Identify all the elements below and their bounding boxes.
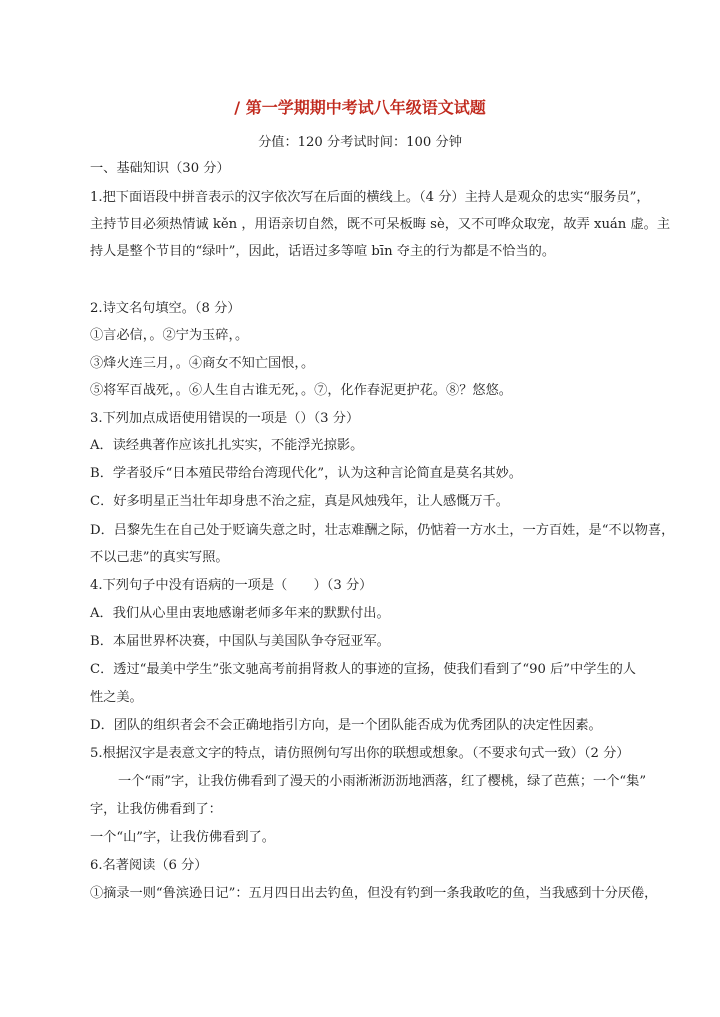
question-4-option-d: D．团队的组织者会不会正确地指引方向，是一个团队能否成为优秀团队的决定性因素。: [90, 718, 602, 733]
question-5-prompt: 一个“山”字，让我仿佛看到了。: [90, 830, 275, 845]
question-3-option-d-cont: 不以己悲”的真实写照。: [90, 550, 229, 565]
page-subtitle: 分值：120 分考试时间：100 分钟: [258, 135, 462, 150]
question-1-line-3: 持人是整个节目的“绿叶”，因此，话语过多等喧 bīn 夺主的行为都是不恰当的。: [90, 244, 556, 259]
question-5-example-cont: 字，让我仿佛看到了：: [90, 802, 222, 817]
question-6-line-1: ①摘录一则“鲁滨逊日记”：五月四日出去钓鱼，但没有钓到一条我敢吃的鱼，当我感到十分厌倦，: [90, 886, 658, 901]
question-4-option-c-cont: 性之美。: [90, 690, 143, 705]
question-4-option-c: C．透过“最美中学生”张文驰高考前捐肾救人的事迹的宣扬，使我们看到了“90 后”中学生的人: [90, 662, 636, 677]
question-2-line-1: ①言必信，。②宁为玉碎，。: [90, 328, 249, 343]
question-3-option-b: B．学者驳斥“日本殖民带给台湾现代化”，认为这种言论简直是莫名其妙。: [90, 466, 522, 481]
question-5-example: 一个“雨”字，让我仿佛看到了漫天的小雨淅淅沥沥地洒落，红了樱桃，绿了芭蕉；一个“集”: [118, 774, 647, 789]
section-heading: 一、基础知识（30 分）: [90, 161, 230, 176]
page-title: / 第一学期期中考试八年级语文试题: [234, 98, 486, 117]
question-4-option-a: A．我们从心里由衷地感谢老师多年来的默默付出。: [90, 606, 390, 621]
question-2-line-3: ⑤将军百战死，。⑥人生自古谁无死，。⑦，化作春泥更护花。⑧？悠悠。: [90, 383, 512, 398]
question-4-option-b: B．本届世界杯决赛，中国队与美国队争夺冠亚军。: [90, 634, 390, 649]
question-3-option-a: A．读经典著作应该扎扎实实，不能浮光掠影。: [90, 438, 364, 453]
question-3-option-c: C．好多明星正当壮年却身患不治之症，真是风烛残年，让人感慨万千。: [90, 494, 509, 509]
question-2-line-2: ③烽火连三月，。④商女不知亡国恨，。: [90, 356, 315, 371]
question-5-heading: 5.根据汉字是表意文字的特点，请仿照例句写出你的联想或想象。（不要求句式一致）（2 分）: [90, 746, 630, 761]
question-2-heading: 2.诗文名句填空。（8 分）: [90, 301, 241, 316]
question-6-heading: 6.名著阅读（6 分）: [90, 858, 208, 873]
question-1-line-1: 1.把下面语段中拼音表示的汉字依次写在后面的横线上。（4 分）主持人是观众的忠实“服务员”，: [90, 190, 650, 205]
question-3-heading: 3.下列加点成语使用错误的一项是（）（3 分）: [90, 411, 360, 426]
question-1-line-2: 主持节目必须热情诚 kěn ，用语亲切自然，既不可呆板晦 sè，又不可哗众取宠，故弄 xuán 虚。主: [90, 217, 671, 232]
question-3-option-d: D．吕黎先生在自己处于贬谪失意之时，壮志难酬之际，仍惦着一方水土，一方百姓，是“不以物喜，: [90, 523, 675, 538]
question-4-heading: 4.下列句子中没有语病的一项是（ ）（3 分）: [90, 578, 373, 593]
